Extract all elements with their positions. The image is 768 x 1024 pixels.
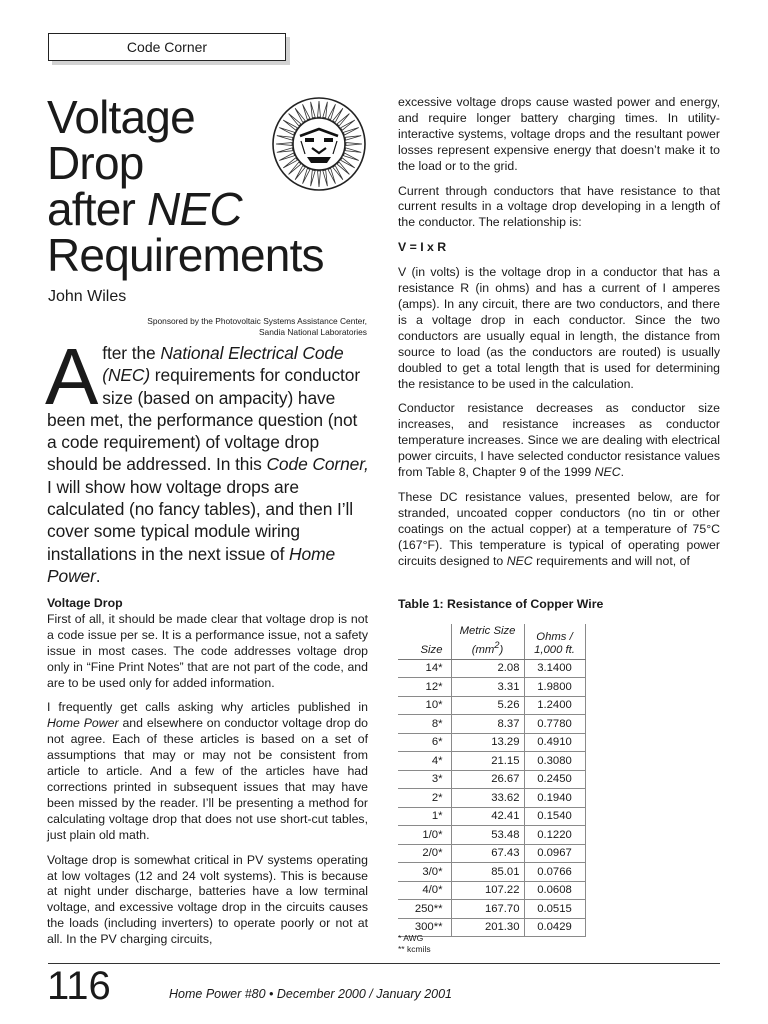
cell-size: 3* [398,770,451,789]
author-name: John Wiles [48,288,127,305]
left-p2-text-a: I frequently get calls asking why articles published in [47,700,368,715]
cell-size: 2* [398,789,451,808]
cell-ohms: 0.7780 [524,715,585,734]
right-p5-text-a: These DC resistance values, presented below, are for stranded, uncoated copper conductors (no tin or other coatings on the actual copper) at a temperature of 75°C (167°F). This temperature is typical of operating power circuits designed to [398,489,720,568]
table-body [398,659,585,937]
left-p2-em: Home Power [47,716,119,731]
table-row [398,844,585,863]
cell-metric-size: 5.26 [451,696,524,715]
cell-metric-size: 2.08 [451,659,524,678]
cell-metric-size: 3.31 [451,678,524,697]
header-size: Size [398,624,451,659]
cell-size: 6* [398,733,451,752]
cell-metric-size: 53.48 [451,826,524,845]
section-heading: Voltage Drop [47,596,123,610]
cell-size: 1/0* [398,826,451,845]
footnote-awg: * AWG [398,933,424,943]
title-line-4: Requirements [47,229,324,281]
intro-text-1: fter the [102,343,161,363]
header-ohms [524,624,585,659]
table-title: Table 1: Resistance of Copper Wire [398,597,604,611]
header-metric-line-2: (mm [471,643,495,656]
cell-ohms: 1.9800 [524,678,585,697]
cell-size: 1* [398,807,451,826]
header-metric-sup: 2 [494,639,500,650]
table-header-row [398,624,585,659]
table-row [398,696,585,715]
table-row [398,659,585,678]
intro-em-3: Home Power [47,543,336,586]
cell-size: 14* [398,659,451,678]
title-line-1: Voltage [47,91,195,143]
header-metric-size [451,624,524,659]
drop-cap: A [45,332,99,421]
cell-ohms: 0.0967 [524,844,585,863]
cell-ohms: 0.0608 [524,881,585,900]
table-row [398,881,585,900]
right-paragraph-2: Current through conductors that have resistance to that current results in a voltage drop developing in a length of the conductor. The relationship is: [398,183,720,230]
left-paragraph-2 [47,700,368,843]
right-paragraph-5 [398,490,720,570]
cell-metric-size: 201.30 [451,918,524,937]
cell-metric-size: 33.62 [451,789,524,808]
intro-text-3: I will show how voltage drops are calculated (no fancy tables), and then I’ll cover some typical module wiring installations in the next issue of [47,476,354,564]
formula: V = I x R [398,240,447,255]
cell-ohms: 3.1400 [524,659,585,678]
intro-text-4: . [95,565,101,586]
header-metric-line-1: Metric Size [459,625,516,637]
cell-metric-size: 167.70 [451,900,524,919]
cell-ohms: 0.3080 [524,752,585,771]
cell-ohms: 0.0515 [524,900,585,919]
cell-ohms: 0.0429 [524,918,585,937]
cell-ohms: 0.2450 [524,770,585,789]
cell-ohms: 0.1220 [524,826,585,845]
publication-footer: Home Power #80 • December 2000 / January 2001 [169,987,453,1001]
sun-face-logo-icon [271,96,367,192]
header-ohms-line-1: Ohms / [536,630,573,643]
cell-size: 12* [398,678,451,697]
section-label-box [48,33,286,61]
table-row [398,715,585,734]
table-row [398,863,585,882]
left-paragraph-1: First of all, it should be made clear that voltage drop is not a code issue per se. It is a performance issue, not a safety issue in most cases. The code addresses voltage drop only in “Fine Print Notes” that are not part of the code, and are to be used only for added information. [47,611,368,690]
sponsor-line-1: Sponsored by the Photovoltaic Systems Assistance Center, [147,316,367,326]
cell-metric-size: 26.67 [451,770,524,789]
table-row [398,789,585,808]
cell-metric-size: 42.41 [451,807,524,826]
cell-size: 3/0* [398,863,451,882]
cell-size: 8* [398,715,451,734]
right-p4-text-a: Conductor resistance decreases as conductor size increases, and resistance increases as conductor temperature increases. Since we are dealing with electrical power circuits, I have selected conductor resistance values from Table 8, Chapter 9 of the 1999 [398,401,720,480]
cell-ohms: 0.1940 [524,789,585,808]
cell-ohms: 0.0766 [524,863,585,882]
right-paragraph-4 [398,401,720,481]
right-paragraph-3: V (in volts) is the voltage drop in a conductor that has a resistance R (in ohms) and has a current of I amperes (amps). In any circuit, there are two conductors, and there is a voltage drop in each conductor. Since the two conductors are usually equal in length, the distance from source to load (as the conductors are routed) is usually doubled to get a total length that is used for determining the resistance to be used in the calculation. [398,265,720,391]
intro-em-1: National Electrical Code (NEC) [102,343,344,386]
title-line-3-prefix: after [47,183,148,235]
sponsor-credit [100,316,367,338]
header-metric-close: ) [499,643,504,656]
cell-metric-size: 107.22 [451,881,524,900]
section-label: Code Corner [126,39,208,55]
footer-rule [48,963,720,964]
left-paragraph-3: Voltage drop is somewhat critical in PV systems operating at low voltages (12 and 24 volt systems). This is because at night under discharge, batteries have a low terminal voltage, and excessive voltage drop in the circuits causes the loads (including inverters) to operate poorly or not at all. In the PV charging circuits, [47,852,368,947]
left-p2-text-b: and elsewhere on conductor voltage drop do not agree. Each of these articles is based on a set of assumptions that may or may not be consistent from article to article. And a few of the articles have had corrections printed in subsequent issues that may have been missed by the reader. I’ll be presenting a method for calculating voltage drop that does not use short-cut tables, just plain old math. [47,716,369,842]
cell-metric-size: 85.01 [451,863,524,882]
page-number: 116 [47,964,111,1008]
cell-ohms: 0.1540 [524,807,585,826]
cell-metric-size: 13.29 [451,733,524,752]
cell-size: 2/0* [398,844,451,863]
footnote-kcmils: ** kcmils [398,944,431,954]
table-row [398,678,585,697]
right-paragraph-1: excessive voltage drops cause wasted power and energy, and require longer battery charging times. In utility-interactive systems, voltage drops and the resultant power losses represent expensive energy that doesn’t make it to the load or to the grid. [398,95,720,173]
right-p4-text-b: . [620,465,625,480]
cell-size: 4/0* [398,881,451,900]
sponsor-line-2: Sandia National Laboratories [258,327,367,337]
cell-metric-size: 21.15 [451,752,524,771]
cell-size: 250** [398,900,451,919]
cell-metric-size: 8.37 [451,715,524,734]
cell-size: 300** [398,918,451,937]
right-p4-em: NEC [594,465,621,480]
table-row [398,807,585,826]
title-line-2: Drop [47,137,144,189]
title-line-3 [47,183,347,235]
cell-metric-size: 67.43 [451,844,524,863]
right-column [398,95,720,578]
cell-ohms: 0.4910 [524,733,585,752]
table-row [398,770,585,789]
copper-wire-table [398,624,586,937]
left-column [47,596,368,957]
cell-size: 10* [398,696,451,715]
table-row [398,733,585,752]
header-ohms-line-2: 1,000 ft. [534,643,575,656]
intro-text-2: requirements for conductor size (based on ampacity) have been met, the performance question (not a code requirement) of voltage drop should be addressed. In this [47,365,361,475]
right-p5-text-b: requirements and will not, of [532,553,690,568]
table-row [398,900,585,919]
right-p5-em: NEC [506,553,533,568]
intro-em-2: Code Corner, [266,454,369,475]
table-row [398,752,585,771]
cell-ohms: 1.2400 [524,696,585,715]
table-row [398,826,585,845]
table-footnotes [398,933,431,955]
cell-size: 4* [398,752,451,771]
title-nec: NEC [147,183,242,235]
